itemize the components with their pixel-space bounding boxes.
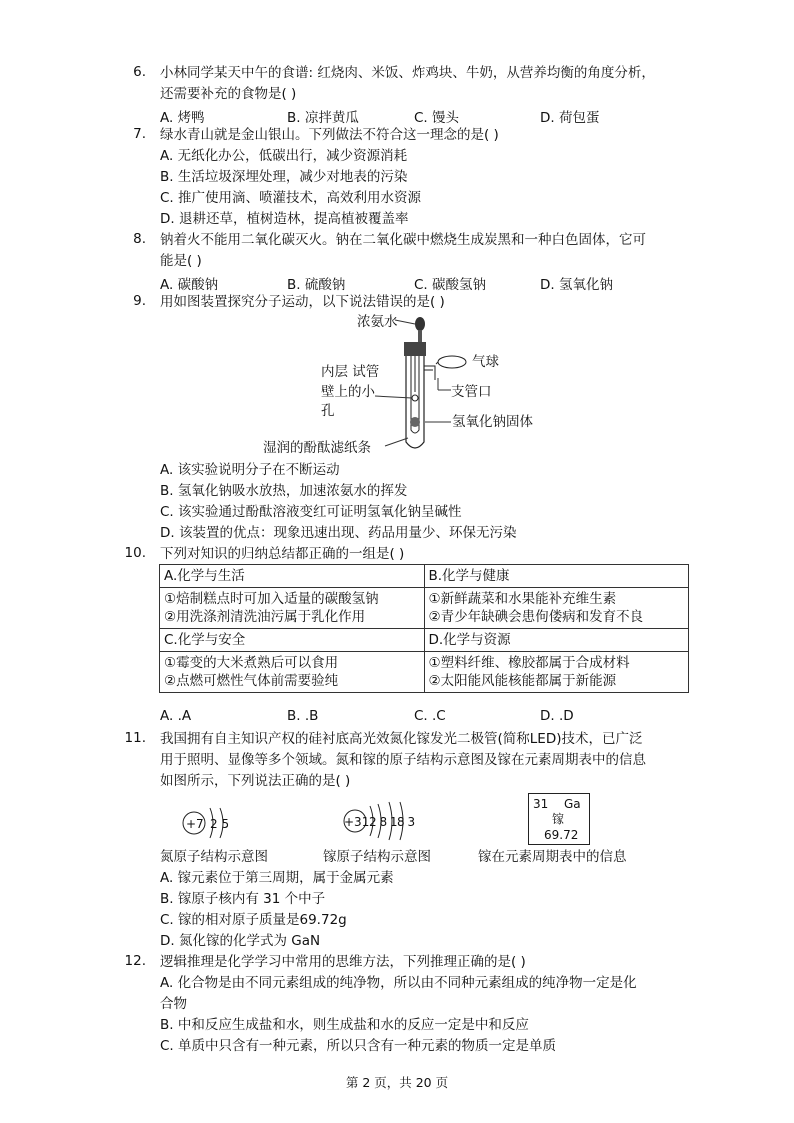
element-symbol: Ga bbox=[564, 797, 581, 811]
option-b: B. .B bbox=[287, 708, 319, 724]
option-c: C. .C bbox=[414, 708, 446, 724]
label-balloon: 气球 bbox=[472, 354, 499, 370]
question-8-stem-line2: 能是( ) bbox=[160, 253, 202, 269]
balloon bbox=[438, 356, 466, 368]
cell-b-body bbox=[424, 588, 689, 629]
dropper-neck bbox=[418, 330, 422, 342]
option-d: D. 氢氧化钠 bbox=[540, 277, 613, 293]
element-name: 镓 bbox=[552, 812, 565, 826]
label-inner-line1: 内层 试管 bbox=[321, 364, 380, 380]
small-hole bbox=[412, 395, 418, 401]
branch-tube bbox=[424, 366, 435, 380]
question-8-stem-line1: 钠着火不能用二氧化碳灭火。钠在二氧化碳中燃烧生成炭黑和一种白色固体，它可 bbox=[160, 232, 646, 248]
label-inner-line3: 孔 bbox=[321, 403, 335, 419]
question-11-stem-line3: 如图所示，下列说法正确的是( ) bbox=[160, 773, 351, 789]
cell-a-head: A.化学与生活 bbox=[160, 565, 425, 588]
cell-a-body bbox=[160, 588, 425, 629]
cell-d-body bbox=[424, 652, 689, 693]
option-c: C. 碳酸氢钠 bbox=[414, 277, 487, 293]
knowledge-table bbox=[159, 564, 689, 693]
cell-a-item1: ①焙制糕点时可加入适量的碳酸氢钠 bbox=[164, 591, 379, 607]
option-c: C. 馒头 bbox=[414, 110, 460, 126]
cell-c-item2: ②点燃可燃性气体前需要验纯 bbox=[164, 673, 339, 689]
cell-d-item1: ①塑料纤维、橡胶都属于合成材料 bbox=[428, 655, 630, 671]
option-a: A. 镓元素位于第三周期，属于金属元素 bbox=[160, 870, 394, 886]
option-b: B. 凉拌黄瓜 bbox=[287, 110, 359, 126]
label-branch: 支管口 bbox=[451, 384, 492, 400]
caption-cell: 镓在元素周期表中的信息 bbox=[478, 849, 627, 865]
question-number: 11. bbox=[124, 730, 146, 746]
option-d: D. 荷包蛋 bbox=[540, 110, 600, 126]
question-number: 8. bbox=[133, 231, 146, 247]
cell-a-item2: ②用洗涤剂清洗油污属于乳化作用 bbox=[164, 609, 366, 625]
question-number: 9. bbox=[133, 293, 146, 309]
dropper-bulb bbox=[415, 317, 425, 331]
option-c: C. 该实验通过酚酞溶液变红可证明氢氧化钠呈碱性 bbox=[160, 504, 462, 520]
question-11-stem-line1: 我国拥有自主知识产权的硅衬底高光效氮化镓发光二极管(简称LED)技术，已广泛 bbox=[160, 731, 643, 747]
cell-b-item1: ①新鲜蔬菜和水果能补充维生素 bbox=[428, 591, 617, 607]
label-ammonia: 浓氨水 bbox=[357, 314, 398, 330]
option-d: D. .D bbox=[540, 708, 574, 724]
label-paper: 湿润的酚酞滤纸条 bbox=[263, 440, 371, 456]
question-6-stem-line2: 还需要补充的食物是( ) bbox=[160, 86, 297, 102]
option-b: B. 中和反应生成盐和水，则生成盐和水的反应一定是中和反应 bbox=[160, 1017, 529, 1033]
question-number: 6. bbox=[133, 64, 146, 80]
cell-b-item2: ②青少年缺碘会患佝偻病和发育不良 bbox=[428, 609, 644, 625]
option-c: C. 镓的相对原子质量是69.72g bbox=[160, 912, 347, 928]
ammonia-leader bbox=[395, 320, 415, 324]
n-nucleus-charge: +7 bbox=[186, 817, 204, 831]
question-10-stem: 下列对知识的归纳总结都正确的一组是( ) bbox=[160, 546, 405, 562]
option-c: C. 单质中只含有一种元素，所以只含有一种元素的物质一定是单质 bbox=[160, 1038, 557, 1054]
question-number: 7. bbox=[133, 126, 146, 142]
option-b: B. 硫酸钠 bbox=[287, 277, 346, 293]
question-11-stem-line2: 用于照明、显像等多个领域。氮和镓的原子结构示意图及镓在元素周期表中的信息 bbox=[160, 752, 646, 768]
cell-d-head: D.化学与资源 bbox=[424, 629, 689, 652]
cell-b-head: B.化学与健康 bbox=[424, 565, 689, 588]
n-shell-electrons: 2 5 bbox=[210, 817, 230, 831]
option-d: D. 退耕还草，植树造林，提高植被覆盖率 bbox=[160, 211, 409, 227]
question-9-stem: 用如图装置探究分子运动，以下说法错误的是( ) bbox=[160, 294, 445, 310]
option-c: C. 推广使用滴、喷灌技术，高效利用水资源 bbox=[160, 190, 422, 206]
caption-gallium: 镓原子结构示意图 bbox=[323, 849, 431, 865]
cell-d-item2: ②太阳能风能核能都属于新能源 bbox=[428, 673, 617, 689]
naoh-solid bbox=[410, 417, 420, 427]
option-d: D. 氮化镓的化学式为 GaN bbox=[160, 933, 321, 949]
cell-c-item1: ①霉变的大米煮熟后可以食用 bbox=[164, 655, 339, 671]
label-inner-line2: 壁上的小 bbox=[321, 384, 375, 400]
option-a: A. .A bbox=[160, 708, 192, 724]
atomic-number: 31 bbox=[533, 797, 549, 811]
option-a: A. 烤鸭 bbox=[160, 110, 205, 126]
paper-leader bbox=[385, 438, 408, 446]
option-a: A. 碳酸钠 bbox=[160, 277, 219, 293]
cell-c-body bbox=[160, 652, 425, 693]
ga-nucleus-charge: +31 bbox=[344, 815, 370, 829]
apparatus-diagram bbox=[255, 310, 555, 460]
question-7-stem: 绿水青山就是金山银山。下列做法不符合这一理念的是( ) bbox=[160, 127, 499, 143]
question-number: 10. bbox=[124, 545, 146, 561]
option-d: D. 该装置的优点：现象迅速出现、药品用量少、环保无污染 bbox=[160, 525, 517, 541]
option-a-line1: A. 化合物是由不同元素组成的纯净物，所以由不同种元素组成的纯净物一定是化 bbox=[160, 975, 637, 991]
balloon-neck bbox=[436, 362, 438, 364]
option-b: B. 镓原子核内有 31 个中子 bbox=[160, 891, 326, 907]
cell-c-head: C.化学与安全 bbox=[160, 629, 425, 652]
question-6-stem-line1: 小林同学某天中午的食谱: 红烧肉、米饭、炸鸡块、牛奶，从营养均衡的角度分析， bbox=[160, 65, 655, 81]
question-number: 12. bbox=[124, 953, 146, 969]
page-footer: 第 2 页，共 20 页 bbox=[345, 1075, 449, 1090]
atomic-mass: 69.72 bbox=[544, 828, 579, 842]
question-12-stem: 逻辑推理是化学学习中常用的思维方法，下列推理正确的是( ) bbox=[160, 954, 526, 970]
option-a-line2: 合物 bbox=[160, 996, 187, 1012]
label-naoh: 氢氧化钠固体 bbox=[452, 414, 533, 430]
option-a: A. 该实验说明分子在不断运动 bbox=[160, 462, 340, 478]
caption-nitrogen: 氮原子结构示意图 bbox=[160, 849, 268, 865]
ga-shell-electrons: 2 8 18 3 bbox=[369, 815, 415, 829]
rubber-stopper bbox=[404, 342, 426, 356]
option-b: B. 生活垃圾深埋处理，减少对地表的污染 bbox=[160, 169, 408, 185]
option-b: B. 氢氧化钠吸水放热，加速浓氨水的挥发 bbox=[160, 483, 408, 499]
option-a: A. 无纸化办公，低碳出行，减少资源消耗 bbox=[160, 148, 408, 164]
